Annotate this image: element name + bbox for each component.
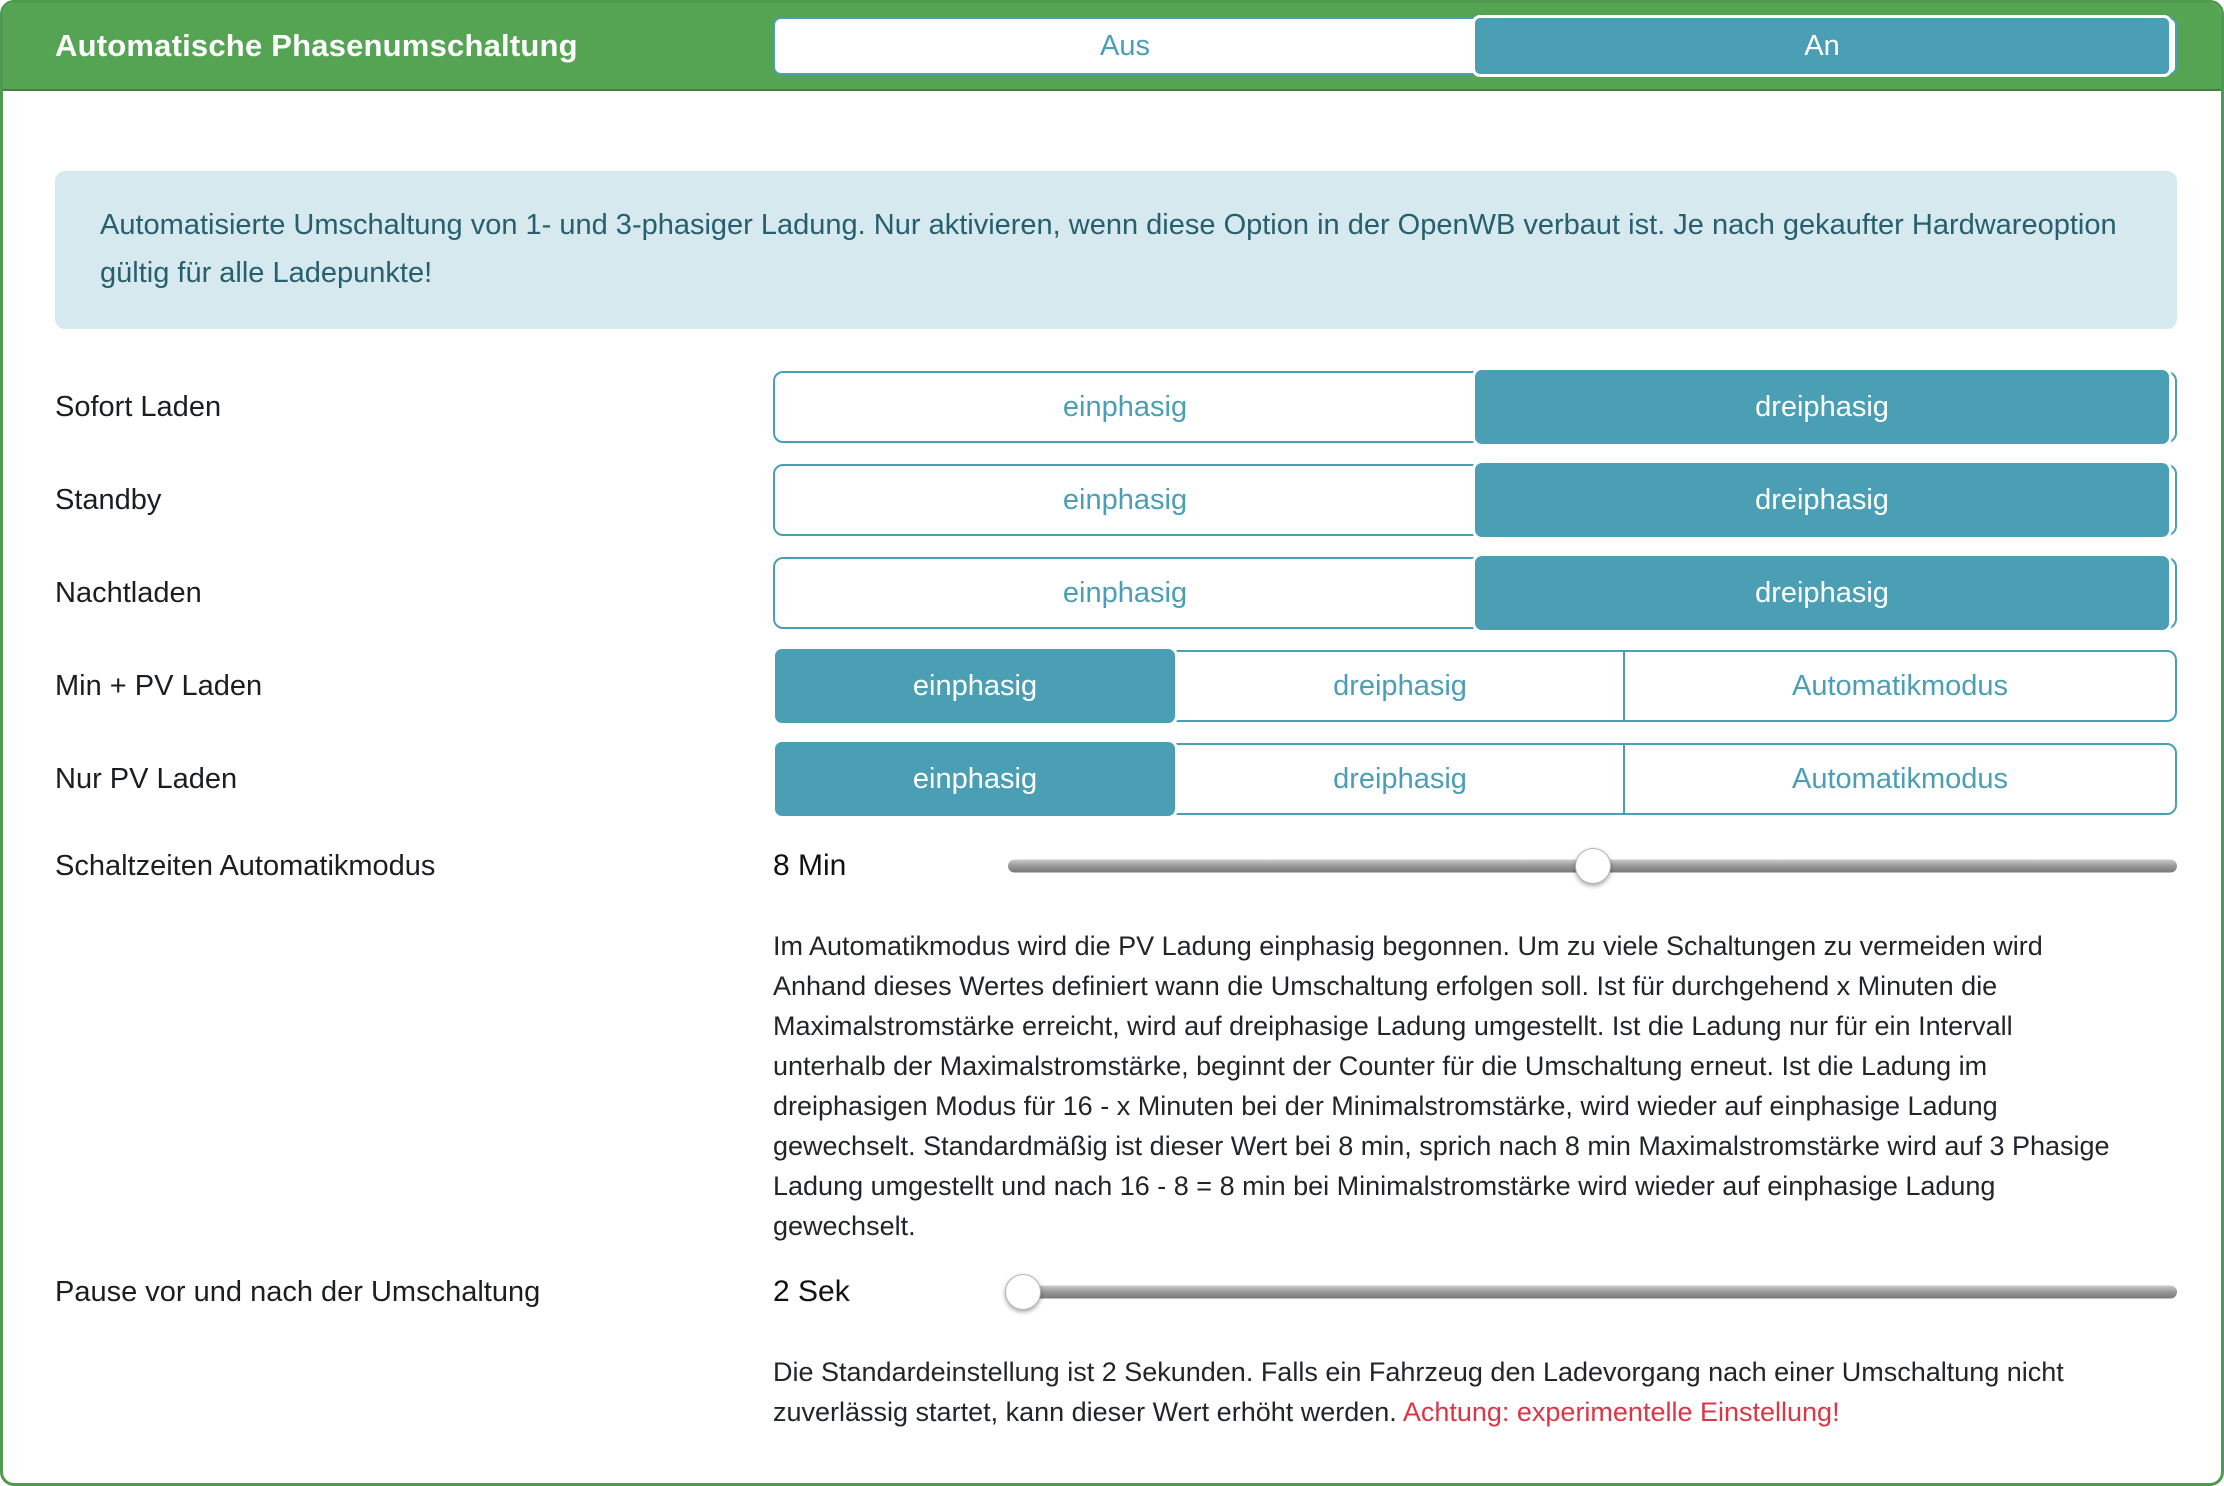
pause-slider[interactable] xyxy=(1008,1262,2177,1322)
experimental-warning: Achtung: experimentelle Einstellung! xyxy=(1402,1397,1840,1427)
row-label: Nur PV Laden xyxy=(55,762,238,795)
pause-description xyxy=(773,1352,2118,1432)
switch-time-description: Im Automatikmodus wird die PV Ladung einphasig begonnen. Um zu viele Schaltungen zu vermeiden wird Anhand dieses Wertes definiert wann die Umschaltung erfolgen soll. Ist für durchgehend x Minuten die Maximalstromstärke erreicht, wird auf dreiphasige Ladung umgestellt. Ist die Ladung nur für ein Intervall unterhalb der Maximalstromstärke, beginnt der Counter für die Umschaltung erneut. Ist die Ladung im dreiphasigen Modus für 16 - x Minuten bei der Minimalstromstärke, wird wieder auf einphasige Ladung gewechselt. Standardmäßig ist dieser Wert bei 8 min, sprich nach 8 min Maximalstromstärke wird auf 3 Phasige Ladung umgestellt und nach 16 - 8 = 8 min bei Minimalstromstärke wird wieder auf einphasige Ladung gewechselt. xyxy=(773,931,2110,1241)
einphasig-button[interactable]: einphasig xyxy=(772,739,1178,819)
dreiphasig-button[interactable]: dreiphasig xyxy=(1472,460,2172,540)
switch-time-value: 8 Min xyxy=(773,849,847,882)
einphasig-button[interactable]: einphasig xyxy=(772,646,1178,726)
row-min-pv-laden xyxy=(55,650,2177,722)
row-label: Nachtladen xyxy=(55,576,202,609)
nur-pv-laden-phase-group xyxy=(773,743,2177,815)
dreiphasig-button[interactable]: dreiphasig xyxy=(1175,745,1623,813)
slider-thumb[interactable] xyxy=(1575,848,1611,884)
page-title: Automatische Phasenumschaltung xyxy=(55,28,578,63)
row-standby xyxy=(55,464,2177,536)
pause-description-text: Die Standardeinstellung ist 2 Sekunden. Falls ein Fahrzeug den Ladevorgang nach einer Umschaltung nicht zuverlässig startet, kann dieser Wert erhöht werden. xyxy=(773,1357,2064,1427)
automatikmodus-button[interactable]: Automatikmodus xyxy=(1623,652,2175,720)
row-label: Min + PV Laden xyxy=(55,669,263,702)
row-schaltzeiten-automatikmodus xyxy=(55,836,2177,896)
toggle-aus-button[interactable]: Aus xyxy=(775,19,1475,73)
pause-value: 2 Sek xyxy=(773,1275,850,1308)
toggle-an-button[interactable]: An xyxy=(1472,15,2172,77)
row-label: Pause vor und nach der Umschaltung xyxy=(55,1275,541,1308)
dreiphasig-button[interactable]: dreiphasig xyxy=(1472,367,2172,447)
standby-phase-group xyxy=(773,464,2177,536)
einphasig-button[interactable]: einphasig xyxy=(775,559,1475,627)
row-label: Schaltzeiten Automatikmodus xyxy=(55,849,436,882)
card-header xyxy=(3,3,2221,91)
slider-thumb[interactable] xyxy=(1005,1274,1041,1310)
automatikmodus-button[interactable]: Automatikmodus xyxy=(1623,745,2175,813)
row-pause-umschaltung xyxy=(55,1262,2177,1322)
einphasig-button[interactable]: einphasig xyxy=(775,373,1475,441)
enable-toggle-group xyxy=(773,17,2177,75)
card-body xyxy=(3,91,2221,1432)
einphasig-button[interactable]: einphasig xyxy=(775,466,1475,534)
slider-track xyxy=(1008,1286,2177,1299)
dreiphasig-button[interactable]: dreiphasig xyxy=(1472,553,2172,633)
nachtladen-phase-group xyxy=(773,557,2177,629)
row-nachtladen xyxy=(55,557,2177,629)
switch-time-slider[interactable] xyxy=(1008,836,2177,896)
dreiphasig-button[interactable]: dreiphasig xyxy=(1175,652,1623,720)
row-nur-pv-laden xyxy=(55,743,2177,815)
sofort-laden-phase-group xyxy=(773,371,2177,443)
min-pv-laden-phase-group xyxy=(773,650,2177,722)
row-sofort-laden xyxy=(55,371,2177,443)
info-box: Automatisierte Umschaltung von 1- und 3-phasiger Ladung. Nur aktivieren, wenn diese Option in der OpenWB verbaut ist. Je nach gekaufter Hardwareoption gültig für alle Ladepunkte! xyxy=(55,171,2177,329)
row-label: Sofort Laden xyxy=(55,390,222,423)
row-label: Standby xyxy=(55,483,162,516)
